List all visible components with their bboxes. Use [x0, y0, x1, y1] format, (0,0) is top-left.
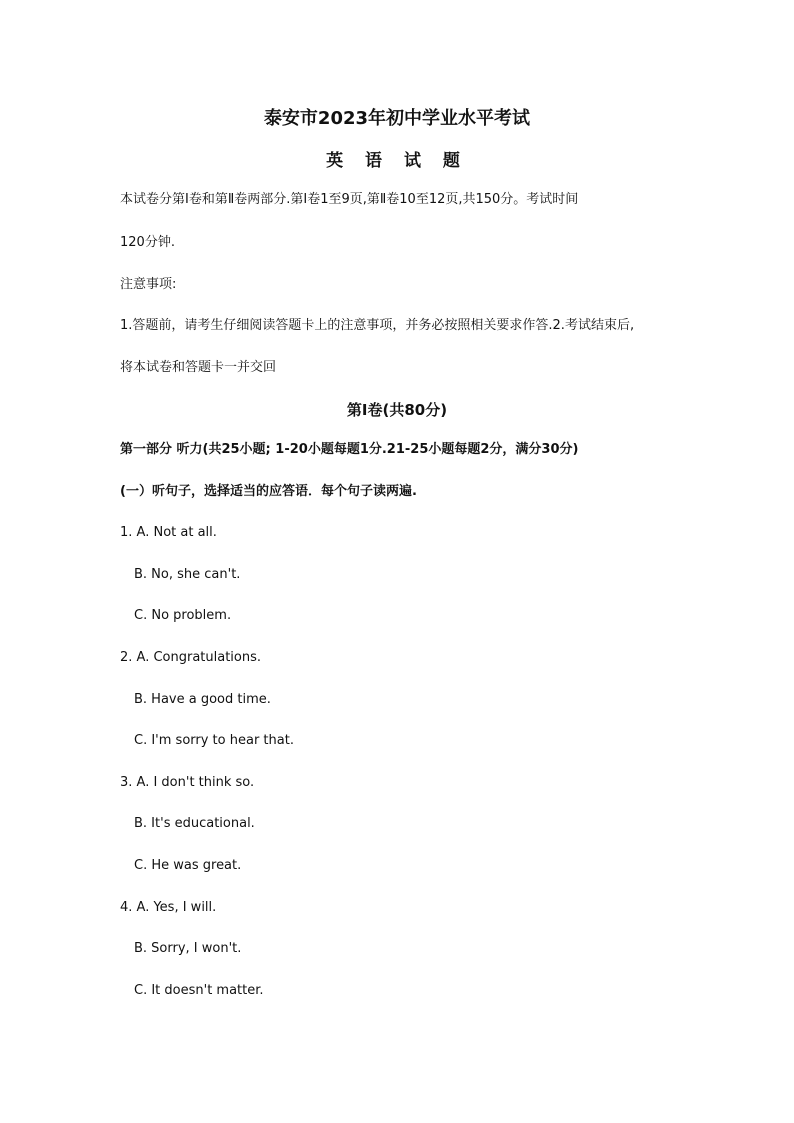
question-2-option-b: B. Have a good time. — [134, 692, 271, 707]
question-1-option-b: B. No, she can't. — [134, 567, 241, 582]
question-1-option-c: C. No problem. — [134, 608, 232, 623]
intro-line-1: 本试卷分第Ⅰ卷和第Ⅱ卷两部分.第Ⅰ卷1至9页,第Ⅱ卷10至12页,共150分。考试时间 — [120, 192, 579, 207]
notes-line-1: 1.答题前，请考生仔细阅读答题卡上的注意事项，并务必按照相关要求作答.2.考试结束后, — [120, 318, 635, 333]
section-1-heading: (一）听句子，选择适当的应答语．每个句子读两遍. — [120, 484, 417, 499]
question-4-option-c: C. It doesn't matter. — [134, 983, 264, 998]
subject-title: 英 语 试 题 — [326, 151, 468, 171]
notes-heading: 注意事项: — [120, 277, 177, 292]
question-2-option-a: 2. A. Congratulations. — [120, 650, 262, 665]
question-3-option-c: C. He was great. — [134, 858, 242, 873]
question-3-option-a: 3. A. I don't think so. — [120, 775, 255, 790]
question-3-option-b: B. It's educational. — [134, 816, 255, 831]
exam-title: 泰安市2023年初中学业水平考试 — [263, 108, 531, 129]
question-2-option-c: C. I'm sorry to hear that. — [134, 733, 294, 748]
question-1-option-a: 1. A. Not at all. — [120, 525, 217, 540]
question-4-option-a: 4. A. Yes, I will. — [120, 900, 217, 915]
notes-line-2: 将本试卷和答题卡一并交回 — [120, 360, 277, 375]
part-1-heading: 第一部分 听力(共25小题; 1-20小题每题1分.21-25小题每题2分，满分30分) — [120, 442, 579, 457]
intro-line-2: 120分钟. — [120, 235, 175, 250]
volume-1-title: 第Ⅰ卷(共80分) — [346, 401, 448, 419]
question-4-option-b: B. Sorry, I won't. — [134, 941, 242, 956]
